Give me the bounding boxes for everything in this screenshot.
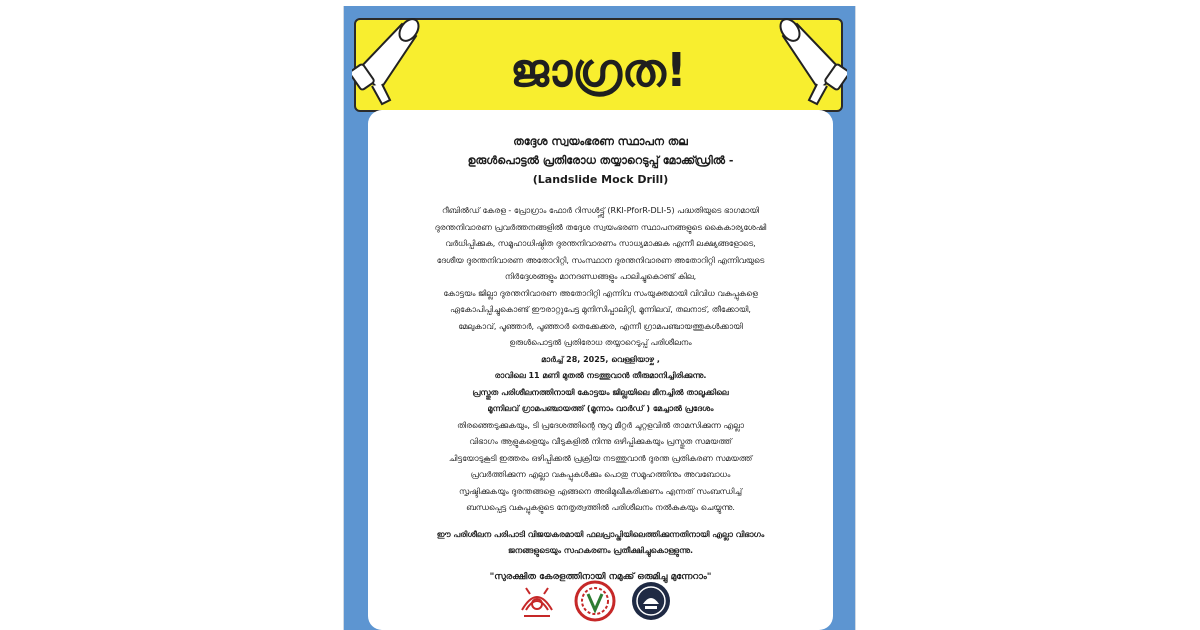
drill-location: മൂന്നിലവ് ഗ്രാമപഞ്ചായത്ത് (മൂന്നാം വാർഡ് ) മേച്ചാൽ പ്രദേശം <box>487 404 714 413</box>
body-line: കോട്ടയം ജില്ലാ ദുരന്തനിവാരണ അതോറിറ്റി എന്നിവ സംയുക്തമായി വിവിധ വകുപ്പുകളെ <box>443 288 758 298</box>
drill-time: രാവിലെ 11 മണി മുതൽ നടത്തുവാൻ തീരുമാനിച്ചിരിക്കുന്നു. <box>494 371 707 380</box>
body-line: വിഭാഗം ആളുകളെയും വീടുകളിൽ നിന്നു ഒഴിപ്പിക്കുകയും പ്രസ്തുത സമയത്ത് <box>469 437 732 446</box>
intro-paragraph <box>382 203 819 517</box>
title-line: തദ്ദേശ സ്വയംഭരണ സ്ഥാപന തല <box>513 135 688 148</box>
megaphone-icon <box>777 16 847 108</box>
closing-line: ഈ പരിശീലന പരിപാടി വിജയകരമായി ഫലപ്രാപ്തിയിലെത്തിക്കുന്നതിനായി എല്ലാ വിഭാഗം <box>436 529 765 539</box>
drill-location: പ്രസ്തുത പരിശീലനത്തിനായി കോട്ടയം ജില്ലയിലെ മീനച്ചിൽ താലൂക്കിലെ <box>472 387 729 397</box>
body-line: വർധിപ്പിക്കുക, സമൂഹാധിഷ്ഠിത ദുരന്തനിവാരണം സാധ്യമാക്കുക എന്നീ ലക്ഷ്യങ്ങളോടെ, <box>445 239 756 248</box>
kerala-emblem-logo <box>516 580 558 622</box>
slogan: "സുരക്ഷിത കേരളത്തിനായി നമുക്ക് ഒരുമിച്ചു മുന്നേറാം" <box>489 571 712 582</box>
body-line: ചിട്ടയോടുകൂടി ഇത്തരം ഒഴിപ്പിക്കൽ പ്രക്രിയ നടത്തുവാൻ ദുരന്ത പ്രതികരണ സമയത്ത് <box>448 453 753 463</box>
drill-date: മാർച്ച് 28, 2025, വെള്ളിയാഴ്ച , <box>541 354 660 364</box>
headline-banner <box>354 18 843 112</box>
notice-panel <box>368 110 833 630</box>
body-line: നിർദ്ദേശങ്ങളും മാനദണ്ഡങ്ങളും പാലിച്ചുകൊണ്ട് കില, <box>504 272 697 281</box>
notice-title <box>382 132 819 189</box>
closing-paragraph <box>382 527 819 560</box>
kila-logo <box>574 580 616 622</box>
body-line: ബന്ധപ്പെട്ട വകുപ്പുകളുടെ നേതൃത്വത്തിൽ പരിശീലനം നൽകുകയും ചെയ്യുന്നു. <box>466 503 735 512</box>
body-line: പ്രവർത്തിക്കുന്ന എല്ലാ വകുപ്പുകൾക്കും പൊതു സമൂഹത്തിനും അവബോധം <box>470 470 731 479</box>
title-line: ഉരുൾപൊട്ടൽ പ്രതിരോധ തയ്യാറെടുപ്പ് മോക്ക്ഡ്രിൽ - <box>467 154 734 167</box>
body-line: തിരഞ്ഞെടുക്കുകയും, ടി പ്രദേശത്തിന്റെ നൂറു മീറ്റർ ചുറ്റളവിൽ താമസിക്കുന്ന എല്ലാ <box>457 420 744 430</box>
body-line: റീബിൽഡ് കേരള - പ്രോഗ്രാം ഫോർ റിസൾട്ട്സ് (RKI-PforR-DLI-5) പദ്ധതിയുടെ ഭാഗമായി <box>441 206 760 215</box>
body-line: ഉരുൾപൊട്ടൽ പ്രതിരോധ തയ്യാറെടുപ്പ് പരിശീലനം <box>509 338 692 347</box>
headline-text: ജാഗ്രത! <box>510 43 687 97</box>
sdma-seal-logo <box>630 580 672 622</box>
body-line: സൃഷ്ടിക്കുകയും ദുരന്തങ്ങളെ എങ്ങനെ അഭിമുഖീകരിക്കണം എന്നത് സംബന്ധിച്ച് <box>458 486 743 496</box>
body-line: ദേശീയ ദുരന്തനിവാരണ അതോറിറ്റി, സംസ്ഥാന ദുരന്തനിവാരണ അതോറിറ്റി എന്നിവയുടെ <box>436 255 765 265</box>
body-line: മേലുകാവ്, പൂഞ്ഞാർ, പൂഞ്ഞാർ തെക്കേക്കര, എന്നീ ഗ്രാമപഞ്ചായത്തുകൾക്കായി <box>458 321 743 331</box>
body-line: ദുരന്തനിവാരണ പ്രവർത്തനങ്ങളിൽ തദ്ദേശ സ്വയംഭരണ സ്ഥാപനങ്ങളുടെ കൈകാര്യശേഷി <box>434 222 767 232</box>
title-line: (Landslide Mock Drill) <box>532 173 669 186</box>
closing-line: ജനങ്ങളുടെയും സഹകരണം പ്രതീക്ഷിച്ചുകൊള്ളുന്നു. <box>507 546 694 555</box>
mock-drill-poster <box>343 6 856 630</box>
megaphone-icon <box>352 16 422 108</box>
logo-row <box>368 580 833 624</box>
body-line: ഏകോപിപ്പിച്ചുകൊണ്ട് ഈരാറ്റുപേട്ട മുനിസിപ്പാലിറ്റി, മൂന്നിലവ്, തലനാട്, തീക്കോയി, <box>450 305 751 314</box>
